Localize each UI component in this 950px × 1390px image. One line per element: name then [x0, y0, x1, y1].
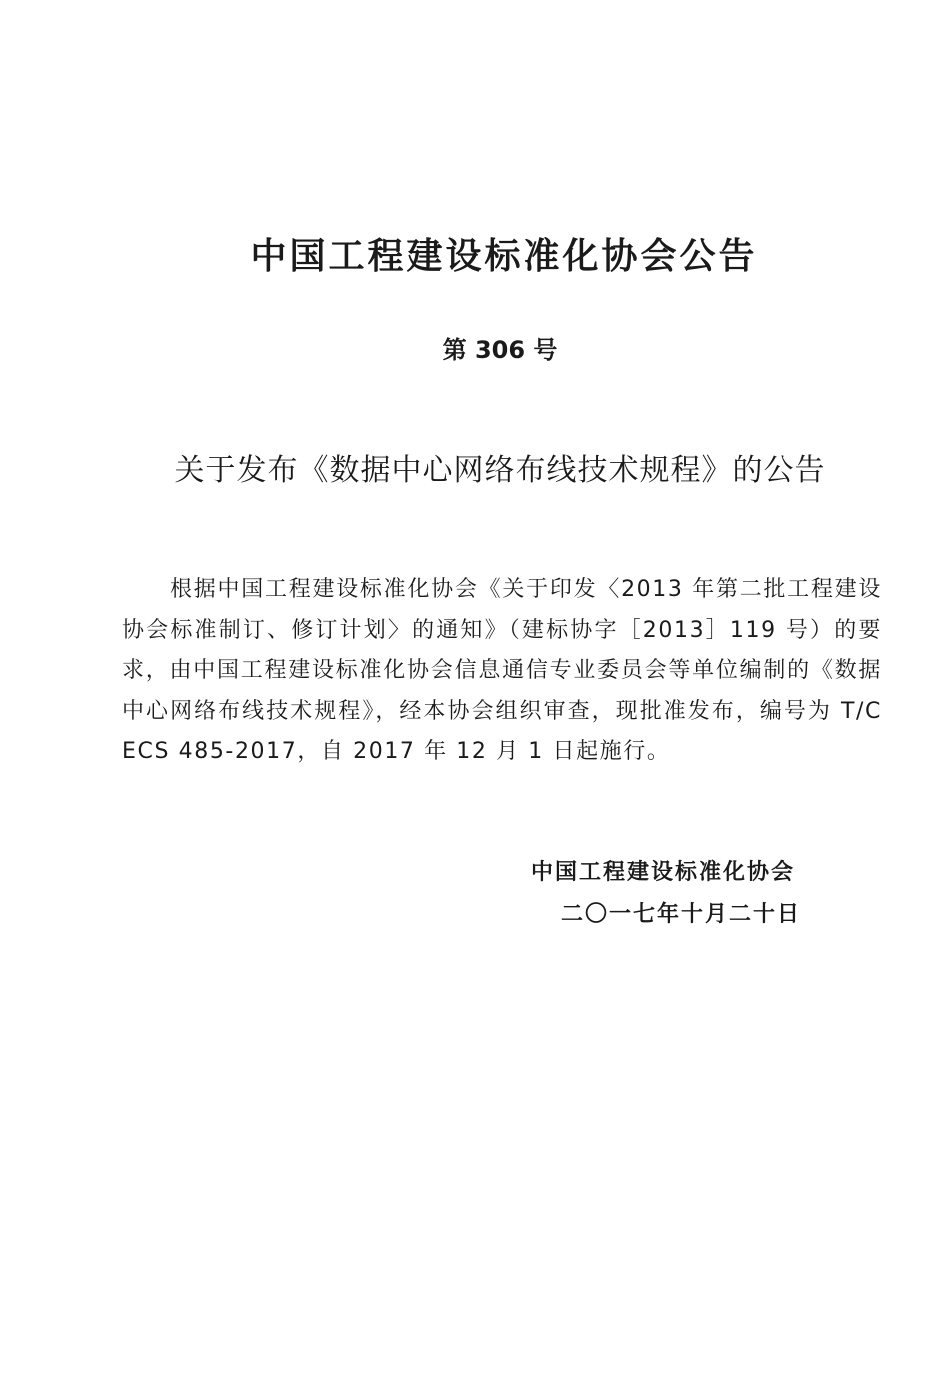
- issuer-title: 中国工程建设标准化协会公告: [250, 236, 758, 277]
- announcement-title: 关于发布《数据中心网络布线技术规程》的公告: [174, 453, 826, 488]
- signature-date: 二〇一七年十月二十日: [561, 902, 802, 927]
- signature-block: [531, 852, 851, 936]
- announcement-body: 根据中国工程建设标准化协会《关于印发〈2013 年第二批工程建设协会标准制订、修订计划〉的通知》（建标协字［2013］119 号）的要求，由中国工程建设标准化协会信息通信专业委员会等单位编制的《数据中心网络布线技术规程》，经本协会组织审查，现批准发布，编号为 T/CECS 485-2017，自 2017 年 12 月 1 日起施行。: [122, 577, 882, 764]
- signature-organization: 中国工程建设标准化协会: [531, 860, 796, 885]
- announcement-number: 第 306 号: [442, 336, 558, 364]
